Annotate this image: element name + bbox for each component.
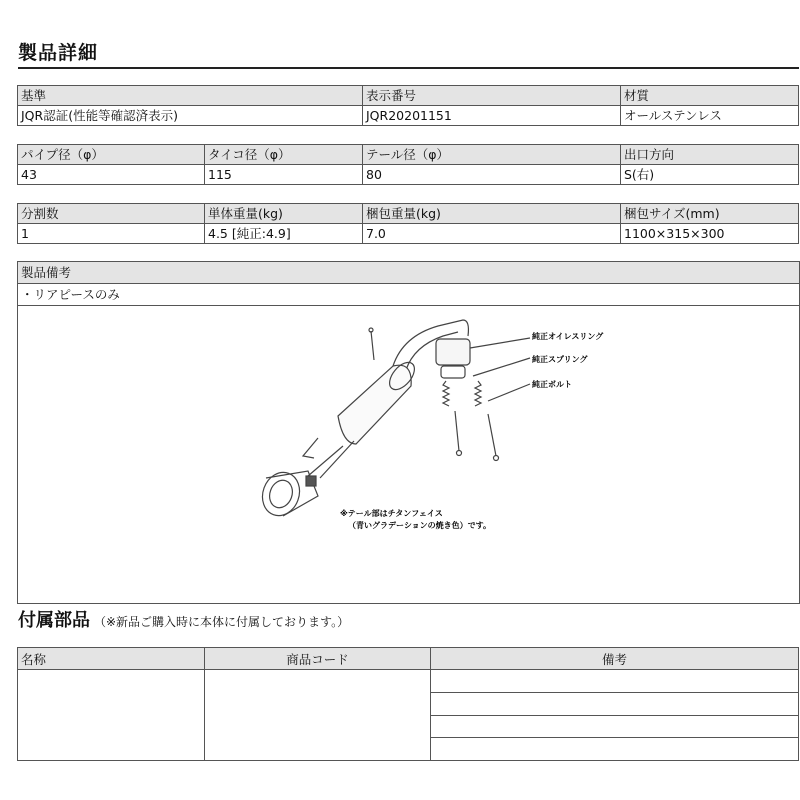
accessory-code-cell bbox=[205, 670, 431, 761]
diagram-flange bbox=[436, 339, 470, 365]
accessories-title-text: 付属部品 bbox=[18, 610, 90, 631]
value-unit-weight: 4.5 [純正:4.9] bbox=[205, 224, 363, 244]
value-display-number: JQR20201151 bbox=[363, 106, 621, 126]
value-package-weight: 7.0 bbox=[363, 224, 621, 244]
spec-table-dimensions bbox=[17, 144, 799, 185]
label-spring: 純正スプリング bbox=[532, 355, 588, 364]
diagram-spring-left bbox=[443, 381, 449, 406]
header-standard: 基準 bbox=[18, 86, 363, 106]
notes-line: ・リアピースのみ bbox=[18, 284, 799, 306]
accessories-table bbox=[17, 647, 799, 761]
header-split-count: 分割数 bbox=[18, 204, 205, 224]
muffler-diagram bbox=[18, 306, 799, 602]
value-silencer-diameter: 115 bbox=[205, 165, 363, 185]
label-bolt: 純正ボルト bbox=[532, 380, 572, 389]
header-name: 名称 bbox=[18, 648, 205, 670]
accessories-title bbox=[18, 606, 349, 632]
diagram-muffler-body bbox=[338, 365, 411, 444]
label-oiles-ring: 純正オイレスリング bbox=[532, 332, 604, 341]
accessories-subtitle: （※新品ご購入時に本体に付属しております。） bbox=[94, 615, 350, 629]
header-remarks: 備考 bbox=[431, 648, 799, 670]
header-pipe-diameter: パイプ径（φ） bbox=[18, 145, 205, 165]
page-title: 製品詳細 bbox=[18, 42, 99, 64]
header-material: 材質 bbox=[621, 86, 799, 106]
header-package-weight: 梱包重量(kg) bbox=[363, 204, 621, 224]
accessory-remark-row-2 bbox=[431, 692, 799, 715]
accessory-remark-row-1 bbox=[431, 670, 799, 693]
value-exit-direction: S(右) bbox=[621, 165, 799, 185]
header-unit-weight: 単体重量(kg) bbox=[205, 204, 363, 224]
caption-line-2: （青いグラデーションの焼き色）です。 bbox=[348, 521, 492, 530]
notes-header: 製品備考 bbox=[18, 262, 799, 284]
diagram-spring-right bbox=[475, 381, 481, 406]
value-material: オールステンレス bbox=[621, 106, 799, 126]
accessory-remark-row-3 bbox=[431, 715, 799, 738]
title-divider bbox=[18, 67, 799, 69]
header-display-number: 表示番号 bbox=[363, 86, 621, 106]
value-split-count: 1 bbox=[18, 224, 205, 244]
value-package-size: 1100×315×300 bbox=[621, 224, 799, 244]
value-standard: JQR認証(性能等確認済表示) bbox=[18, 106, 363, 126]
product-notes bbox=[17, 261, 800, 604]
header-silencer-diameter: タイコ径（φ） bbox=[205, 145, 363, 165]
accessory-remark-row-4 bbox=[431, 738, 799, 761]
header-tail-diameter: テール径（φ） bbox=[363, 145, 621, 165]
accessory-name-cell bbox=[18, 670, 205, 761]
diagram-bolt-right bbox=[488, 414, 496, 456]
header-package-size: 梱包サイズ(mm) bbox=[621, 204, 799, 224]
spec-table-standard bbox=[17, 85, 799, 126]
header-product-code: 商品コード bbox=[205, 648, 431, 670]
value-pipe-diameter: 43 bbox=[18, 165, 205, 185]
value-tail-diameter: 80 bbox=[363, 165, 621, 185]
caption-line-1: ※テール部はチタンフェイス bbox=[340, 509, 443, 518]
diagram-bolt-left bbox=[455, 411, 459, 451]
header-exit-direction: 出口方向 bbox=[621, 145, 799, 165]
spec-table-weights bbox=[17, 203, 799, 244]
